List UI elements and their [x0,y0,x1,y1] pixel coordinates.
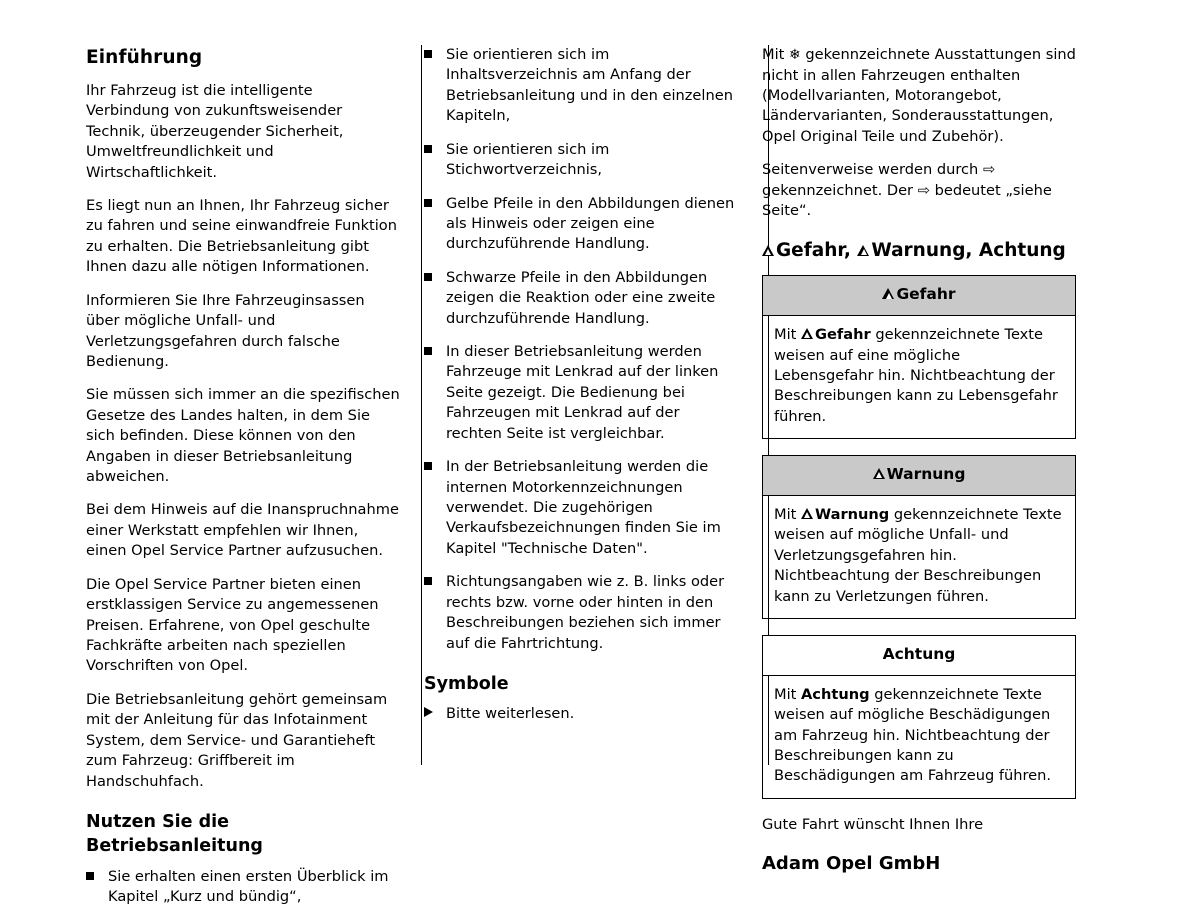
paragraph: Bei dem Hinweis auf die Inanspruchnahme einer Werkstatt empfehlen wir Ihnen, einen Opel Service Partner aufzusuchen. [86,501,399,560]
list-item [424,572,738,654]
square-bullet-icon [424,347,432,355]
warning-triangle-icon [762,245,775,257]
warning-triangle-icon [857,245,870,257]
paragraph: Ihr Fahrzeug ist die intelligente Verbindung von zukunftsweisender Technik, überzeugender Sicherheit, Umweltfreundlichkeit und Wirtschaftlichkeit. [86,81,344,181]
square-bullet-icon [424,50,432,58]
list-item-text: In der Betriebsanleitung werden die internen Motorkennzeichnungen verwendet. Die zugehörigen Verkaufsbezeichnungen finden Sie im Kapitel "Technische Daten". [446,458,721,557]
list-item-text: In dieser Betriebsanleitung werden Fahrzeuge mit Lenkrad auf der linken Seite gezeigt. Die Bedienung bei Fahrzeugen mit Lenkrad auf der rechten Seite ist vergleichbar. [446,343,719,442]
paragraph: Die Opel Service Partner bieten einen erstklassigen Service zu angemessenen Preisen. Erfahrene, von Opel geschulte Fachkräfte arbeiten nach speziellen Vorschriften von Opel. [86,575,379,675]
list-item [424,342,738,444]
text-rest: bedeutet „siehe Seite“. [762,181,1052,220]
paragraph: Sie müssen sich immer an die spezifischen Gesetze des Landes halten, in dem Sie sich befinden. Diese können von den Angaben in dieser Betriebsanleitung abweichen. [86,386,400,486]
subheading-symbole: Symbole [424,673,509,694]
list-item-text: Sie erhalten einen ersten Überblick im Kapitel „Kurz und bündig“, [108,867,389,906]
text-rest: gekennzeichnete Ausstattungen sind nicht in allen Fahrzeugen enthalten (Modellvarianten, Motorangebot, Ländervarianten, Sonderausstattungen, Opel Original Teile und Zubehör). [762,46,1076,145]
text-prefix: Mit [774,685,802,703]
notice-body [763,316,1075,438]
notice-body [763,676,1075,798]
notice-box-warnung [762,455,1076,619]
list-item-text: Schwarze Pfeile in den Abbildungen zeigen die Reaktion oder eine zweite durchzuführende Handlung. [446,268,716,327]
paragraph: Es liegt nun an Ihnen, Ihr Fahrzeug sicher zu fahren und seine einwandfreie Funktion zu erhalten. Die Betriebsanleitung gibt Ihnen dazu alle nötigen Informationen. [86,197,397,276]
paragraph-ausstattungen [762,45,1076,147]
warning-triangle-icon [801,328,814,340]
page-columns [86,45,1104,906]
text-rest: gekennzeichnete Texte weisen auf mögliche Unfall- und Verletzungsgefahren hin. Nichtbeachtung der Beschreibungen kann zu Verletzungen führen. [774,505,1062,605]
notice-title: Gefahr [896,285,956,304]
list-item-text: Sie orientieren sich im Stichwortverzeichnis, [446,140,610,179]
notice-keyword: Warnung [815,505,890,523]
notice-header [763,456,1075,496]
list-item [424,194,738,255]
square-bullet-icon [86,872,94,880]
square-bullet-icon [424,462,432,470]
text-mid: gekennzeichnet. Der [762,181,918,199]
closing-text: Gute Fahrt wünscht Ihnen Ihre [762,815,984,833]
paragraph: Die Betriebsanleitung gehört gemeinsam mit der Anleitung für das Infotainment System, dem Service- und Garantieheft zum Fahrzeug: Griffbereit im Handschuhfach. [86,690,388,790]
heading-part-2: Warnung, Achtung [871,239,1066,261]
notice-body [763,496,1075,618]
notice-header [763,636,1075,676]
list-item-text: Gelbe Pfeile in den Abbildungen dienen als Hinweis oder zeigen eine durchzuführende Handlung. [446,194,735,253]
text-prefix: Mit [774,505,802,523]
text-prefix: Mit [774,326,802,344]
list-item [424,45,738,127]
text-prefix: Seitenverweise werden durch [762,161,983,179]
warning-triangle-icon [882,288,895,300]
list-item [424,140,738,181]
page-reference-arrow-icon: ⇨ [982,161,996,179]
column-right [762,45,1076,875]
list-item-text: Sie orientieren sich im Inhaltsverzeichnis am Anfang der Betriebsanleitung und in den einzelnen Kapiteln, [446,46,733,125]
column-middle [424,45,738,765]
square-bullet-icon [424,199,432,207]
bullet-list-symbols [424,704,738,724]
notice-box-achtung [762,635,1076,799]
column-left [86,45,400,906]
triangle-arrow-icon [424,707,433,717]
snowflake-icon: ❄ [789,47,801,63]
bullet-list-left [86,867,400,908]
list-item [424,268,738,329]
paragraph-seitenverweise [762,160,1076,221]
page-reference-arrow-icon: ⇨ [917,181,930,199]
text-rest: gekennzeichnete Texte weisen auf eine mögliche Lebensgefahr hin. Nichtbeachtung der Beschreibungen kann zu Lebensgefahr führen. [774,326,1058,425]
notice-title: Achtung [882,645,956,664]
square-bullet-icon [424,577,432,585]
list-item [86,867,400,908]
bullet-list-middle [424,45,738,654]
section-heading-einfuehrung: Einführung [86,47,203,68]
notice-title: Warnung [886,465,966,484]
notice-keyword: Gefahr [815,326,871,344]
paragraph: Informieren Sie Ihre Fahrzeuginsassen über mögliche Unfall- und Verletzungsgefahren durch falsche Bedienung. [86,291,365,370]
list-item [424,457,738,559]
list-item-text: Richtungsangaben wie z. B. links oder rechts bzw. vorne oder hinten in den Beschreibungen beziehen sich immer auf die Fahrtrichtung. [446,573,725,652]
company-name: Adam Opel GmbH [762,853,941,875]
list-item-text: Bitte weiterlesen. [446,705,575,723]
notice-box-gefahr [762,275,1076,439]
text-rest: gekennzeichnete Texte weisen auf mögliche Beschädigungen am Fahrzeug hin. Nichtbeachtung der Beschreibungen kann zu Beschädigungen am Fahrzeug führen. [774,685,1052,785]
square-bullet-icon [424,273,432,281]
square-bullet-icon [424,145,432,153]
warning-triangle-icon [801,508,814,520]
warning-triangle-icon [873,468,886,480]
notice-keyword: Achtung [801,685,870,703]
heading-part-1: Gefahr, [776,239,851,261]
text-prefix: Mit [762,46,790,63]
subheading-nutzen-sie-die-betriebsanleitung: Nutzen Sie die Betriebsanleitung [86,811,263,857]
list-item [424,704,738,724]
subheading-gefahr-warnung-achtung [762,238,1076,264]
notice-header [763,276,1075,316]
